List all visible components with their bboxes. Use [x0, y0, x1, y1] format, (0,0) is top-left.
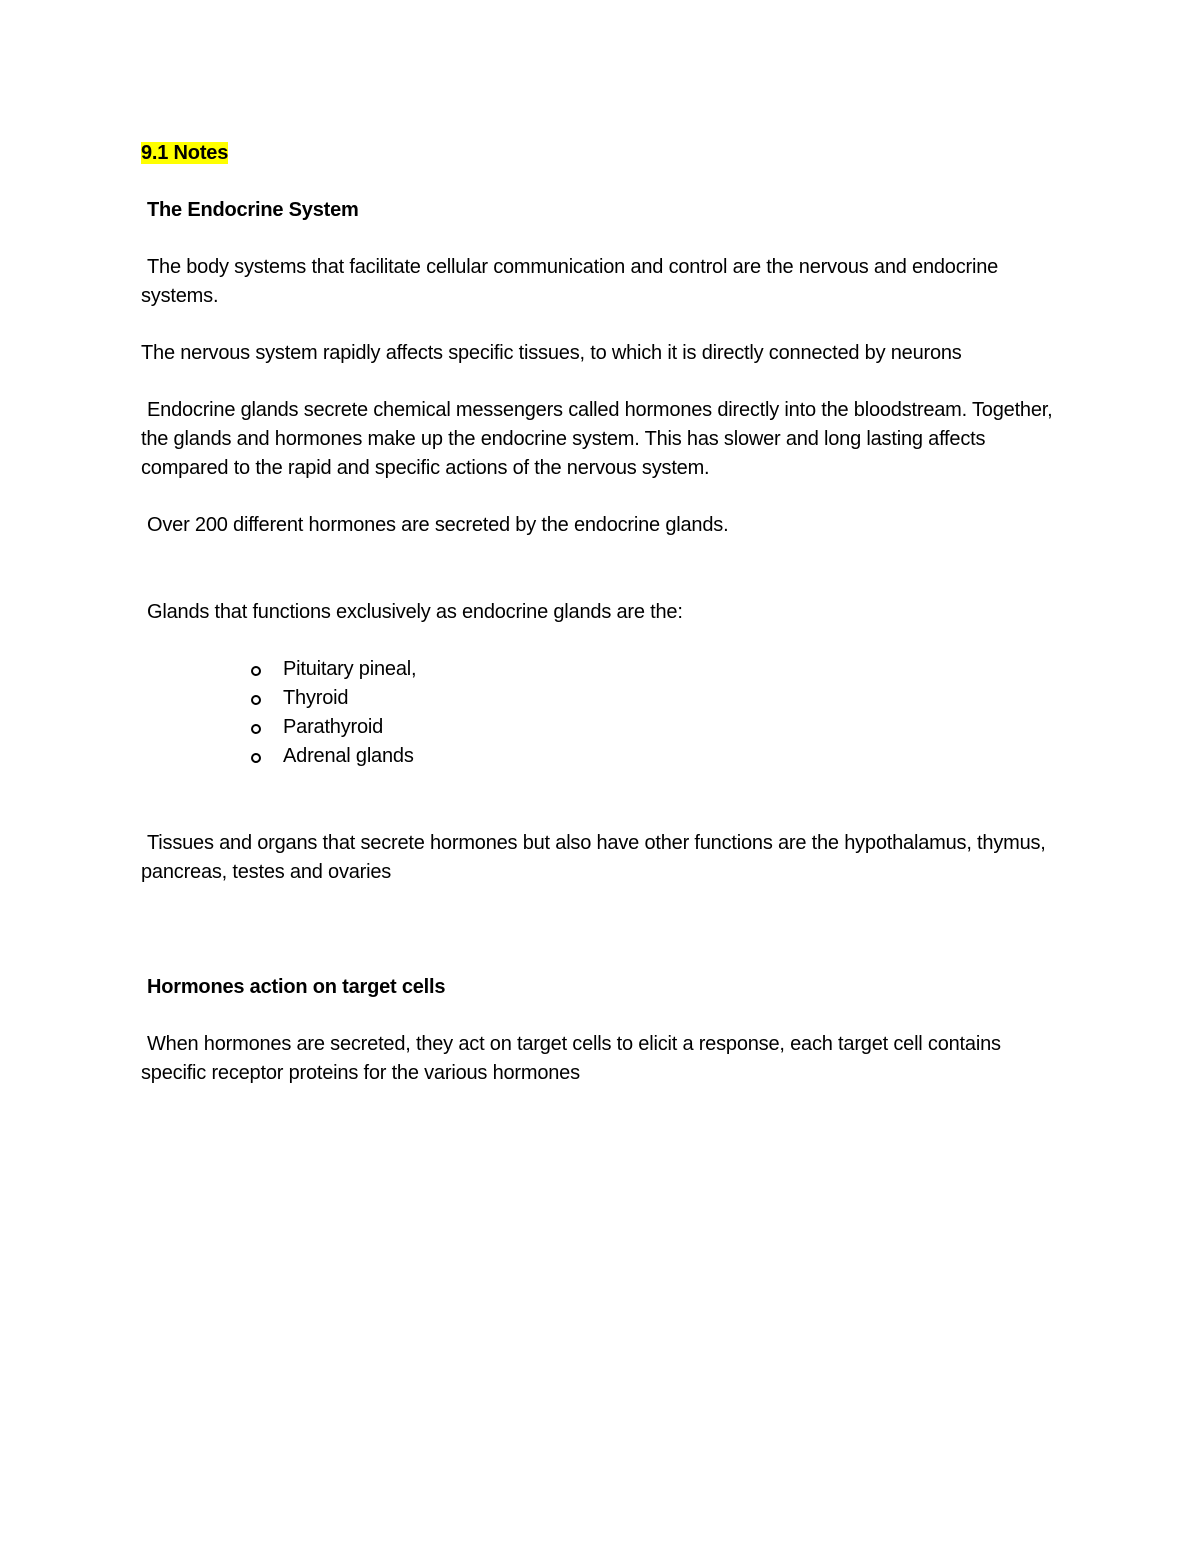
- page-title: [141, 139, 1066, 168]
- paragraph-body-systems: The body systems that facilitate cellular communication and control are the nervous and endocrine systems.: [141, 256, 999, 307]
- list-item-label: Thyroid: [283, 687, 349, 709]
- document-body: [141, 139, 1066, 1088]
- circle-bullet-icon: [251, 724, 261, 734]
- gland-list: [141, 655, 1066, 771]
- list-item: [141, 742, 1066, 771]
- paragraph-hormone-count: Over 200 different hormones are secreted by the endocrine glands.: [147, 514, 729, 536]
- list-item: [141, 713, 1066, 742]
- paragraph-target-cells: When hormones are secreted, they act on target cells to elicit a response, each target cell contains specific receptor proteins for the various hormones: [141, 1033, 1001, 1084]
- title-highlight: 9.1 Notes: [141, 142, 229, 164]
- circle-bullet-icon: [251, 753, 261, 763]
- list-item-label: Adrenal glands: [283, 745, 414, 767]
- circle-bullet-icon: [251, 666, 261, 676]
- section-heading-hormone-action: Hormones action on target cells: [147, 976, 446, 998]
- paragraph-exclusive-glands: Glands that functions exclusively as endocrine glands are the:: [147, 601, 683, 623]
- section-heading-endocrine-system: The Endocrine System: [147, 199, 359, 221]
- list-item: [141, 684, 1066, 713]
- list-item-label: Pituitary pineal,: [283, 658, 417, 680]
- list-item-label: Parathyroid: [283, 716, 384, 738]
- paragraph-endocrine-glands: Endocrine glands secrete chemical messengers called hormones directly into the bloodstream. Together, the glands and hormones make up the endocrine system. This has slower and long lasting affects compared to the rapid and specific actions of the nervous system.: [141, 399, 1053, 479]
- paragraph-other-tissues: Tissues and organs that secrete hormones but also have other functions are the hypothalamus, thymus, pancreas, testes and ovaries: [141, 832, 1046, 883]
- paragraph-nervous-system: The nervous system rapidly affects specific tissues, to which it is directly connected by neurons: [141, 342, 962, 364]
- list-item: [141, 655, 1066, 684]
- circle-bullet-icon: [251, 695, 261, 705]
